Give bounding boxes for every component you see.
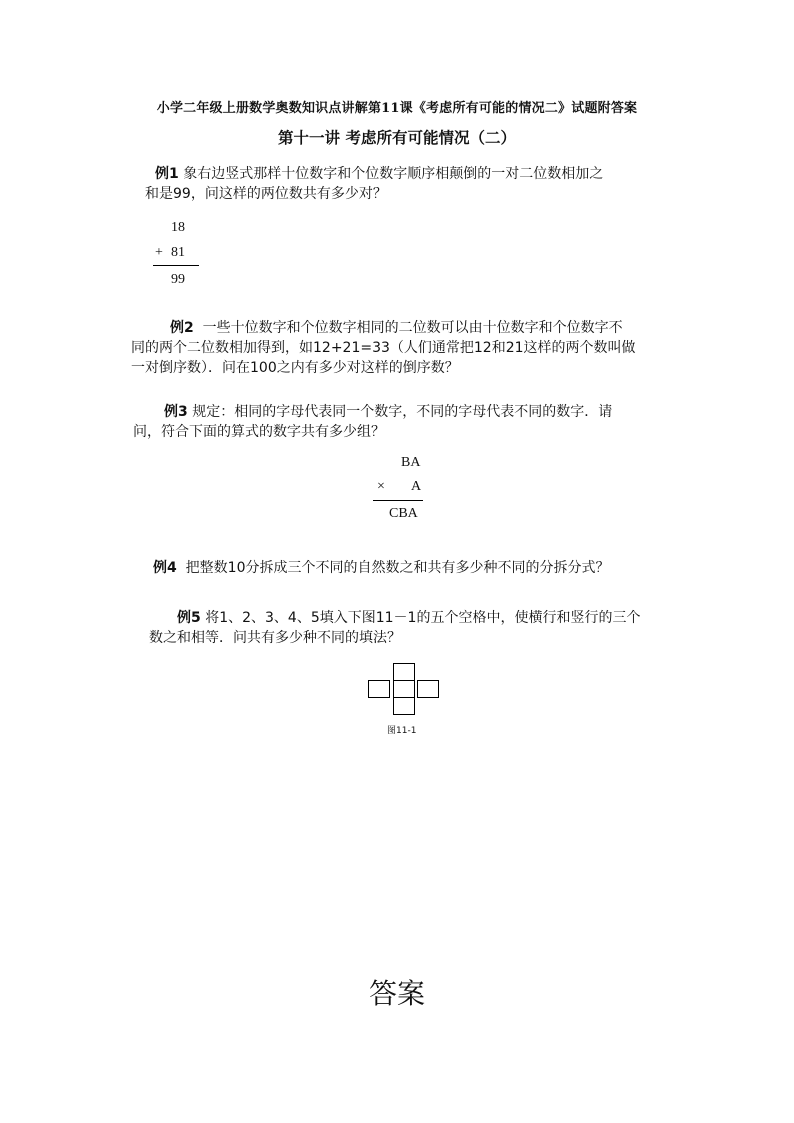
example-2-line-3: 一对倒序数）．问在100之内有多少对这样的倒序数？ (131, 360, 459, 376)
calc2-times-sign: × (377, 479, 385, 494)
document-header-title: 小学二年级上册数学奥数知识点讲解第11课《考虑所有可能的情况二》试题附答案 (156, 101, 638, 116)
calc2-product-line (373, 500, 423, 501)
example-1-line-2: 和是99，问这样的两位数共有多少对？ (145, 186, 387, 202)
example-3-text-1: 规定：相同的字母代表同一个数字，不同的字母代表不同的数字．请 (192, 404, 613, 420)
calc1-result: 99 (171, 272, 185, 287)
calc1-top-number: 18 (171, 220, 185, 235)
example-5-line-2: 数之和相等．问共有多少种不同的填法？ (149, 630, 401, 646)
example-1-text-1: 象右边竖式那样十位数字和个位数字顺序相颠倒的一对二位数相加之 (183, 166, 604, 182)
lesson-title: 第十一讲 考虑所有可能情况（二） (278, 128, 516, 147)
example-2-label: 例2 (170, 320, 194, 336)
example-3-line-1 (164, 402, 612, 422)
figure-caption: 图11-1 (387, 726, 417, 736)
example-4-text-1: 把整数10分拆成三个不同的自然数之和共有多少种不同的分拆分式？ (185, 560, 610, 576)
cross-cell-top (393, 663, 415, 681)
example-5-text-1: 将1、2、3、4、5填入下图11－1的五个空格中，使横行和竖行的三个 (205, 610, 641, 626)
calc2-top-term: BA (401, 455, 421, 470)
example-2-text-1: 一些十位数字和个位数字相同的二位数可以由十位数字和个位数字不 (202, 320, 623, 336)
cross-cell-bottom (393, 697, 415, 715)
example-1-line-1 (155, 164, 603, 184)
example-1-label: 例1 (155, 166, 179, 182)
cross-cell-right (417, 680, 439, 698)
example-4-line-1 (153, 558, 609, 578)
example-2-line-2: 同的两个二位数相加得到，如12+21=33（人们通常把12和21这样的两个数叫做 (131, 340, 636, 356)
example-3-label: 例3 (164, 404, 188, 420)
example-5-line-1 (177, 608, 640, 628)
calc1-sum-line (153, 265, 199, 266)
calc1-second-number: 81 (171, 245, 185, 260)
answer-heading: 答案 (368, 977, 425, 1010)
example-2-line-1 (170, 318, 623, 338)
example-4-label: 例4 (153, 560, 177, 576)
figure-11-1 (368, 663, 440, 719)
example-3-line-2: 问，符合下面的算式的数字共有多少组？ (133, 424, 385, 440)
example-5-label: 例5 (177, 610, 201, 626)
calc2-second-term: A (411, 479, 422, 494)
calc2-result: CBA (389, 506, 418, 521)
cross-cell-center (393, 680, 415, 698)
cross-cell-left (368, 680, 390, 698)
calc1-plus-sign: + (155, 245, 163, 260)
